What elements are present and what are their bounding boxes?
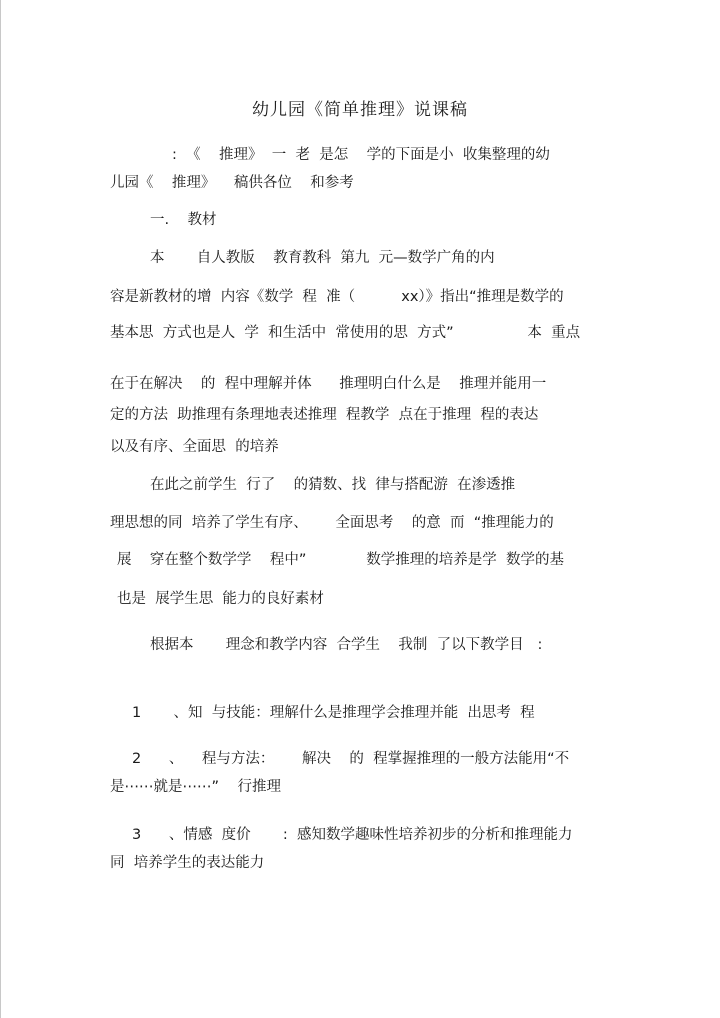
paragraph-line: 是⋯⋯就是⋯⋯” 行推理 xyxy=(110,779,281,795)
paragraph-line: 儿园《 推理》 稿供各位 和参考 xyxy=(110,175,354,191)
objective-item: 2 、 程与方法： 解决 的 程掌握推理的一般方法能用“不 xyxy=(132,751,570,767)
section-heading: 一. 教材 xyxy=(150,212,217,228)
paragraph-line: 在于在解决 的 程中理解并体 推理明白什么是 推理并能用一 xyxy=(110,376,547,392)
paragraph-line: 本 自人教版 教育教科 第九 元—数学广角的内 xyxy=(150,250,495,266)
paragraph-line: 根据本 理念和教学内容 合学生 我制 了以下教学目 : xyxy=(150,637,543,653)
objective-item: 3 、情感 度价 : 感知数学趣味性培养初步的分析和推理能力 xyxy=(132,827,573,843)
paragraph-line: 容是新教材的增 内容《数学 程 准（ xx）》指出“推理是数学的 xyxy=(110,289,564,305)
paragraph-line: 同 培养学生的表达能力 xyxy=(110,855,265,871)
paragraph-line: 定的方法 助推理有条理地表述推理 程教学 点在于推理 程的表达 xyxy=(110,407,539,423)
paragraph-line: 展 穿在整个数学学 程中” 数学推理的培养是学 数学的基 xyxy=(117,552,565,568)
paragraph-line: 也是 展学生思 能力的良好素材 xyxy=(117,591,324,607)
paragraph-line: 以及有序、全面思 的培养 xyxy=(110,439,279,455)
paragraph-line: : 《 推理》 一 老 是怎 学的下面是小 收集整理的幼 xyxy=(172,147,550,163)
paragraph-line: 基本思 方式也是人 学 和生活中 常使用的思 方式” 本 重点 xyxy=(110,325,581,341)
paragraph-line: 在此之前学生 行了 的猜数、找 律与搭配游 在渗透推 xyxy=(150,477,516,493)
paragraph-line: 理思想的同 培养了学生有序、 全面思考 的意 而 “推理能力的 xyxy=(110,515,554,531)
objective-item: 1 、知 与技能：理解什么是推理学会推理并能 出思考 程 xyxy=(132,705,535,721)
page-edge xyxy=(0,0,1,1018)
document-title: 幼儿园《简单推理》说课稿 xyxy=(252,100,468,120)
